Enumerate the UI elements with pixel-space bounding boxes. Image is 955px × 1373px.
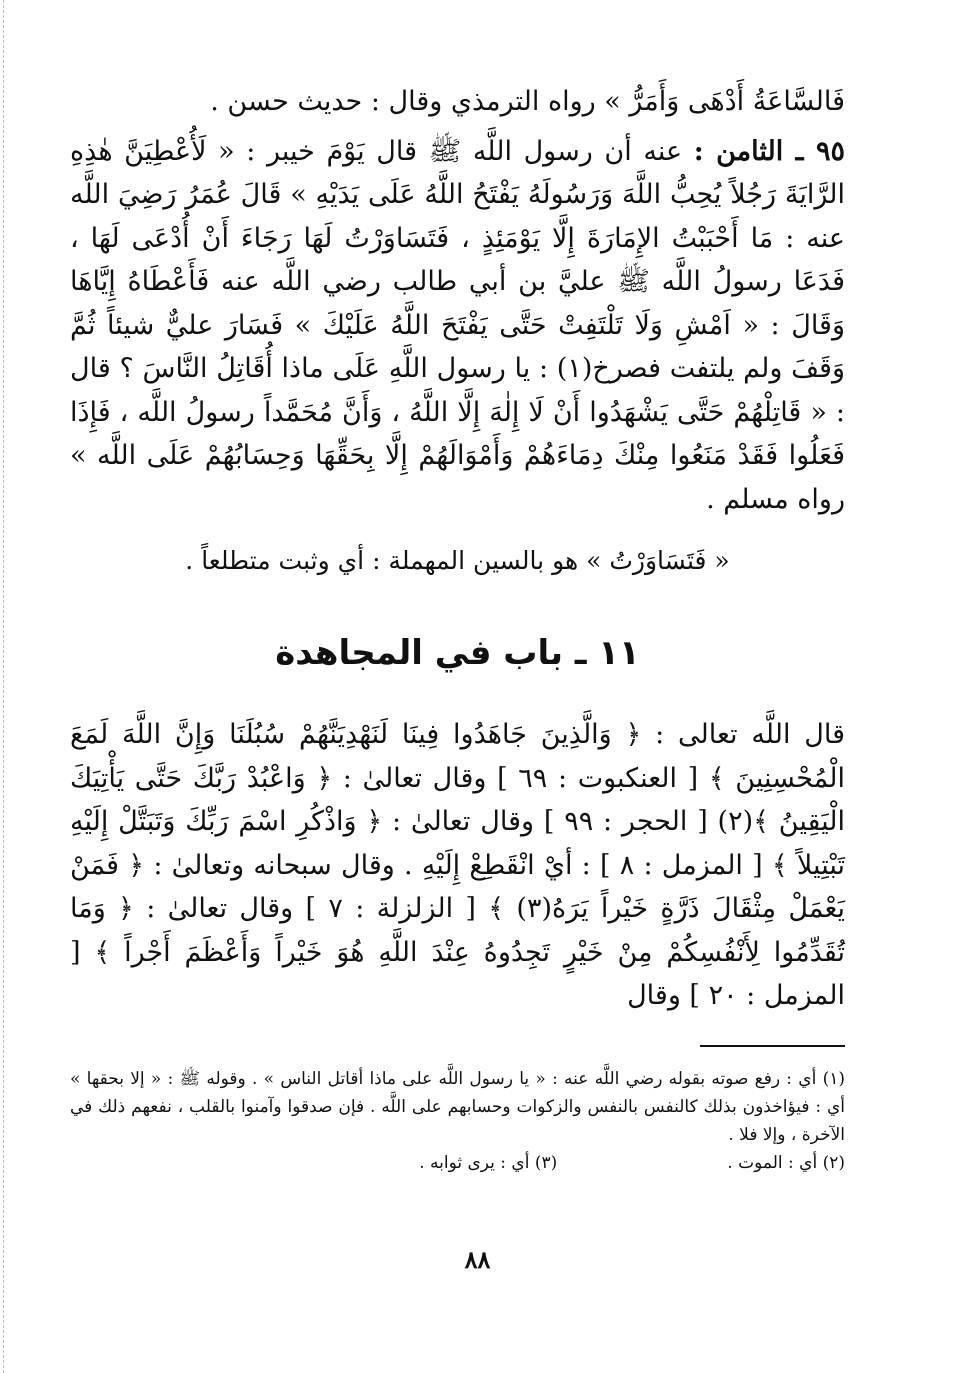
hadith-95 — [70, 130, 845, 522]
footnote-separator — [700, 1045, 845, 1047]
top-paragraph: فَالسَّاعَةُ أَدْهَى وَأَمَرُّ » رواه الترمذي وقال : حديث حسن . — [210, 86, 845, 117]
scan-margin-line — [3, 0, 4, 1373]
footnotes — [70, 1065, 845, 1177]
chapter-title: ١١ ـ باب في المجاهدة — [275, 633, 640, 673]
page-body — [70, 80, 845, 1018]
footnote-row — [70, 1149, 845, 1177]
hadith-number: ٩٥ ـ الثامن : — [693, 135, 845, 167]
hadith-text: عنه أن رسول اللَّه ﷺ قال يَوْمَ خيبر : « لَأُعْطِيَنَّ هٰذِهِ الرَّايَةَ رَجُلاً يُحِبُّ اللَّهَ وَرَسُولَهُ يَفْتَحُ اللَّهُ عَلَى يَدَيْهِ » قَالَ عُمَرُ رَضِيَ اللَّه عنه : مَا أَحْبَبْتُ الإِمَارَةَ إِلَّا يَوْمَئِذٍ ، فَتَسَاوَرْتُ لَهَا رَجَاءَ أَنْ أُدْعَى لَهَا ، فَدَعَا رسولُ اللَّه ﷺ عليَّ بن أبي طالب رضي اللَّه عنه فَأَعْطَاهُ إِيَّاهَا وَقَالَ : « اَمْشِ وَلَا تَلْتَفِتْ حَتَّى يَفْتَحَ اللَّهُ عَلَيْكَ » فَسَارَ عليٌّ شيئاً ثُمَّ وَقَفَ ولم يلتفت فصرخ(١) : يا رسول اللَّهِ عَلَى ماذا أُقَاتِلُ النَّاسَ ؟ قال : « قَاتِلْهُمْ حَتَّى يَشْهَدُوا أَنْ لَا إِلٰهَ إِلَّا اللَّهُ ، وَأَنَّ مُحَمَّداً رسولُ اللَّه ، فَإِذَا فَعَلُوا فَقَدْ مَنَعُوا مِنْكَ دِمَاءَهُمْ وَأَمْوَالَهُمْ إِلَّا بِحَقِّهَا وَحِسَابُهُمْ عَلَى اللَّه » رواه مسلم . — [70, 135, 846, 515]
word-explanation: « فَتَسَاوَرْتُ » هو بالسين المهملة : أي وثبت متطلعاً . — [185, 546, 730, 575]
footnote-1: (١) أي : رفع صوته بقوله رضي اللَّه عنه : « يا رسول اللَّه على ماذا أقاتل الناس » . وقوله ﷺ : « إلا بحقها » أي : فيؤاخذون بذلك كالنفس بالنفس والزكوات وحسابهم على اللَّه . فإن صدقوا وآمنوا بالقلب ، نفعهم ذلك في الآخرة ، وإلا فلا . — [70, 1069, 845, 1145]
footnote-2: (٢) أي : الموت . — [727, 1153, 845, 1173]
footnote-3: (٣) أي : يرى ثوابه . — [419, 1153, 558, 1173]
chapter-paragraph: قال اللَّه تعالى : ﴿ وَالَّذِينَ جَاهَدُوا فِينَا لَنَهْدِيَنَّهُمْ سُبُلَنَا وَإِنَّ اللَّهَ لَمَعَ الْمُحْسِنِينَ ﴾ [ العنكبوت : ٦٩ ] وقال تعالىٰ : ﴿ وَاعْبُدْ رَبَّكَ حَتَّى يَأْتِيَكَ الْيَقِينُ ﴾(٢) [ الحجر : ٩٩ ] وقال تعالىٰ : ﴿ وَاذْكُرِ اسْمَ رَبِّكَ وَتَبَتَّلْ إِلَيْهِ تَبْتِيلاً ﴾ [ المزمل : ٨ ] : أيْ انْقَطِعْ إِلَيْهِ . وقال سبحانه وتعالىٰ : ﴿ فَمَنْ يَعْمَلْ مِثْقَالَ ذَرَّةٍ خَيْراً يَرَهُ(٣) ﴾ [ الزلزلة : ٧ ] وقال تعالىٰ : ﴿ وَمَا تُقَدِّمُوا لِأَنْفُسِكُمْ مِنْ خَيْرٍ تَجِدُوهُ عِنْدَ اللَّهِ هُوَ خَيْراً وَأَعْظَمَ أَجْراً ﴾ [ المزمل : ٢٠ ] وقال — [70, 719, 846, 1011]
page-number: ٨٨ — [464, 1245, 491, 1274]
